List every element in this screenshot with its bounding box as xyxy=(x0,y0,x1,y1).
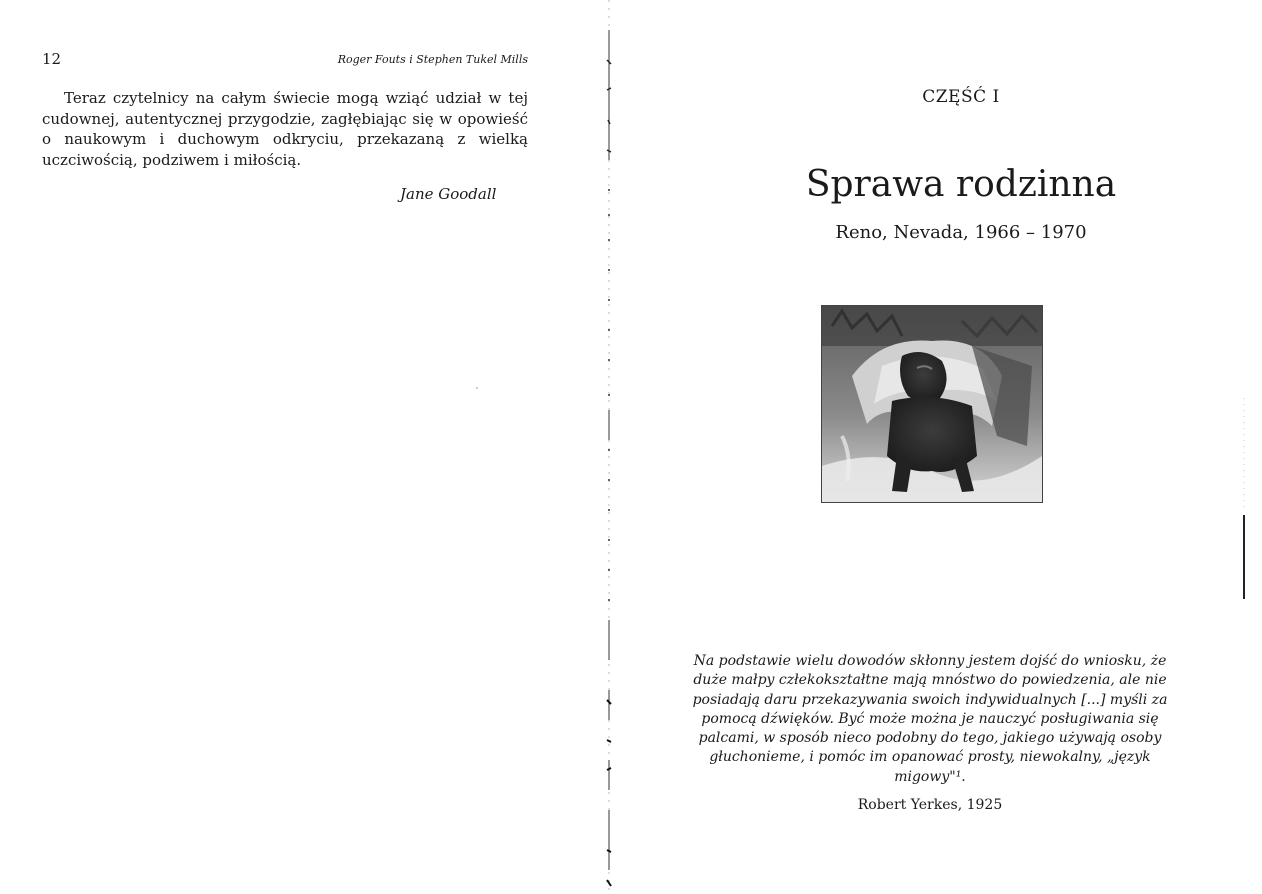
left-page xyxy=(0,0,600,894)
scan-speck xyxy=(476,387,478,389)
chimpanzee-photo-icon xyxy=(822,306,1042,502)
epigraph-author: Robert Yerkes, 1925 xyxy=(857,797,1003,813)
running-head: Roger Fouts i Stephen Tukel Mills xyxy=(337,53,528,66)
foreword-paragraph: Teraz czytelnicy na całym świecie mogą wziąć udział w tej cudownej, autentycznej przygodzie, zagłębiając się w opowieść o naukowym i duchowym odkryciu, przekazaną z wielką uczciwością, podziwem i miłością. xyxy=(42,89,528,169)
foreword-signature: Jane Goodall xyxy=(400,185,497,203)
chimpanzee-photo xyxy=(821,305,1043,503)
scan-edge-mark xyxy=(1243,515,1245,599)
epigraph-quote: Na podstawie wielu dowodów skłonny jestem dojść do wniosku, że duże małpy człekokształtne mają mnóstwo do powiedzenia, ale nie posiadają daru przekazywania swoich indywidualnych [...] myśli za pomocą dźwięków. Być może można je nauczyć posługiwania się palcami, w sposób nieco podobny do tego, jakiego używają osoby głuchonieme, i pomóc im opanować prosty, niewokalny, „język migowy"¹. xyxy=(692,653,1168,785)
scan-edge-dots xyxy=(1243,398,1245,508)
chapter-title: Sprawa rodzinna xyxy=(805,164,1117,205)
page-number: 12 xyxy=(42,50,62,68)
chapter-subtitle: Reno, Nevada, 1966 – 1970 xyxy=(835,222,1087,243)
right-page xyxy=(600,0,1262,894)
part-label: CZĘŚĆ I xyxy=(922,87,1000,107)
